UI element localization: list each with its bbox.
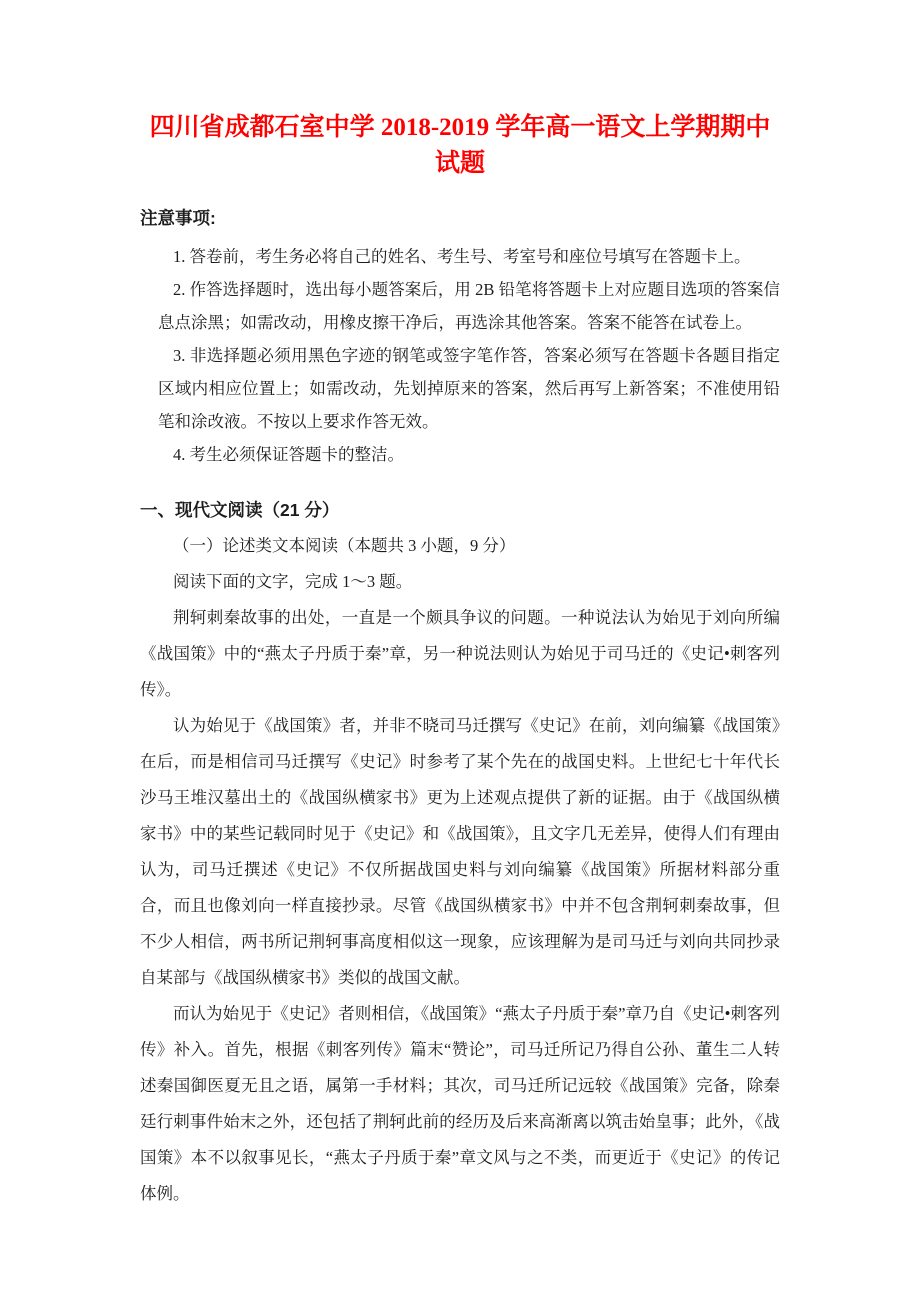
reading-instruction: 阅读下面的文字，完成 1～3 题。 [173, 572, 413, 591]
section-heading: 一、现代文阅读（21 分） [140, 500, 340, 520]
notice-heading: 注意事项: [140, 208, 216, 228]
section-subheading: （一）论述类文本阅读（本题共 3 小题，9 分） [173, 536, 516, 555]
document-title: 四川省成都石室中学 2018-2019 学年高一语文上学期期中试题 [149, 114, 771, 177]
body-paragraph: 而认为始见于《史记》者则相信，《战国策》“燕太子丹质于秦”章乃自《史记•刺客列传》补入。首先，根据《刺客列传》篇末“赞论”，司马迁所记乃得自公孙、董生二人转述秦国御医夏无且之语，属第一手材料；其次，司马迁所记远较《战国策》完备，除秦廷行刺事件始末之外，还包括了荆轲此前的经历及后来高渐离以筑击始皇事；此外，《战国策》本不以叙事见长，“燕太子丹质于秦”章文风与之不类，而更近于《史记》的传记体例。 [140, 1004, 780, 1203]
notice-list [140, 240, 780, 471]
notice-item: 1. 答卷前，考生务必将自己的姓名、考生号、考室号和座位号填写在答题卡上。 [173, 247, 751, 266]
notice-item: 3. 非选择题必须用黑色字迹的钢笔或签字笔作答，答案必须写在答题卡各题目指定区域内相应位置上；如需改动，先划掉原来的答案，然后再写上新答案；不准使用铅笔和涂改液。不按以上要求作答无效。 [158, 346, 780, 431]
body-paragraph: 荆轲刺秦故事的出处，一直是一个颇具争议的问题。一种说法认为始见于刘向所编《战国策》中的“燕太子丹质于秦”章，另一种说法则认为始见于司马迁的《史记•刺客列传》。 [140, 608, 780, 699]
body-paragraph: 认为始见于《战国策》者，并非不晓司马迁撰写《史记》在前，刘向编纂《战国策》在后，而是相信司马迁撰写《史记》时参考了某个先在的战国史料。上世纪七十年代长沙马王堆汉墓出土的《战国纵横家书》更为上述观点提供了新的证据。由于《战国纵横家书》中的某些记载同时见于《史记》和《战国策》，且文字几无差异，使得人们有理由认为，司马迁撰述《史记》不仅所据战国史料与刘向编纂《战国策》所据材料部分重合，而且也像刘向一样直接抄录。尽管《战国纵横家书》中并不包含荆轲刺秦故事，但不少人相信，两书所记荆轲事高度相似这一现象，应该理解为是司马迁与刘向共同抄录自某部与《战国纵横家书》类似的战国文献。 [140, 716, 780, 987]
notice-item: 2. 作答选择题时，选出每小题答案后，用 2B 铅笔将答题卡上对应题目选项的答案信息点涂黑；如需改动，用橡皮擦干净后，再选涂其他答案。答案不能答在试卷上。 [158, 280, 780, 332]
notice-item: 4. 考生必须保证答题卡的整洁。 [173, 445, 404, 464]
